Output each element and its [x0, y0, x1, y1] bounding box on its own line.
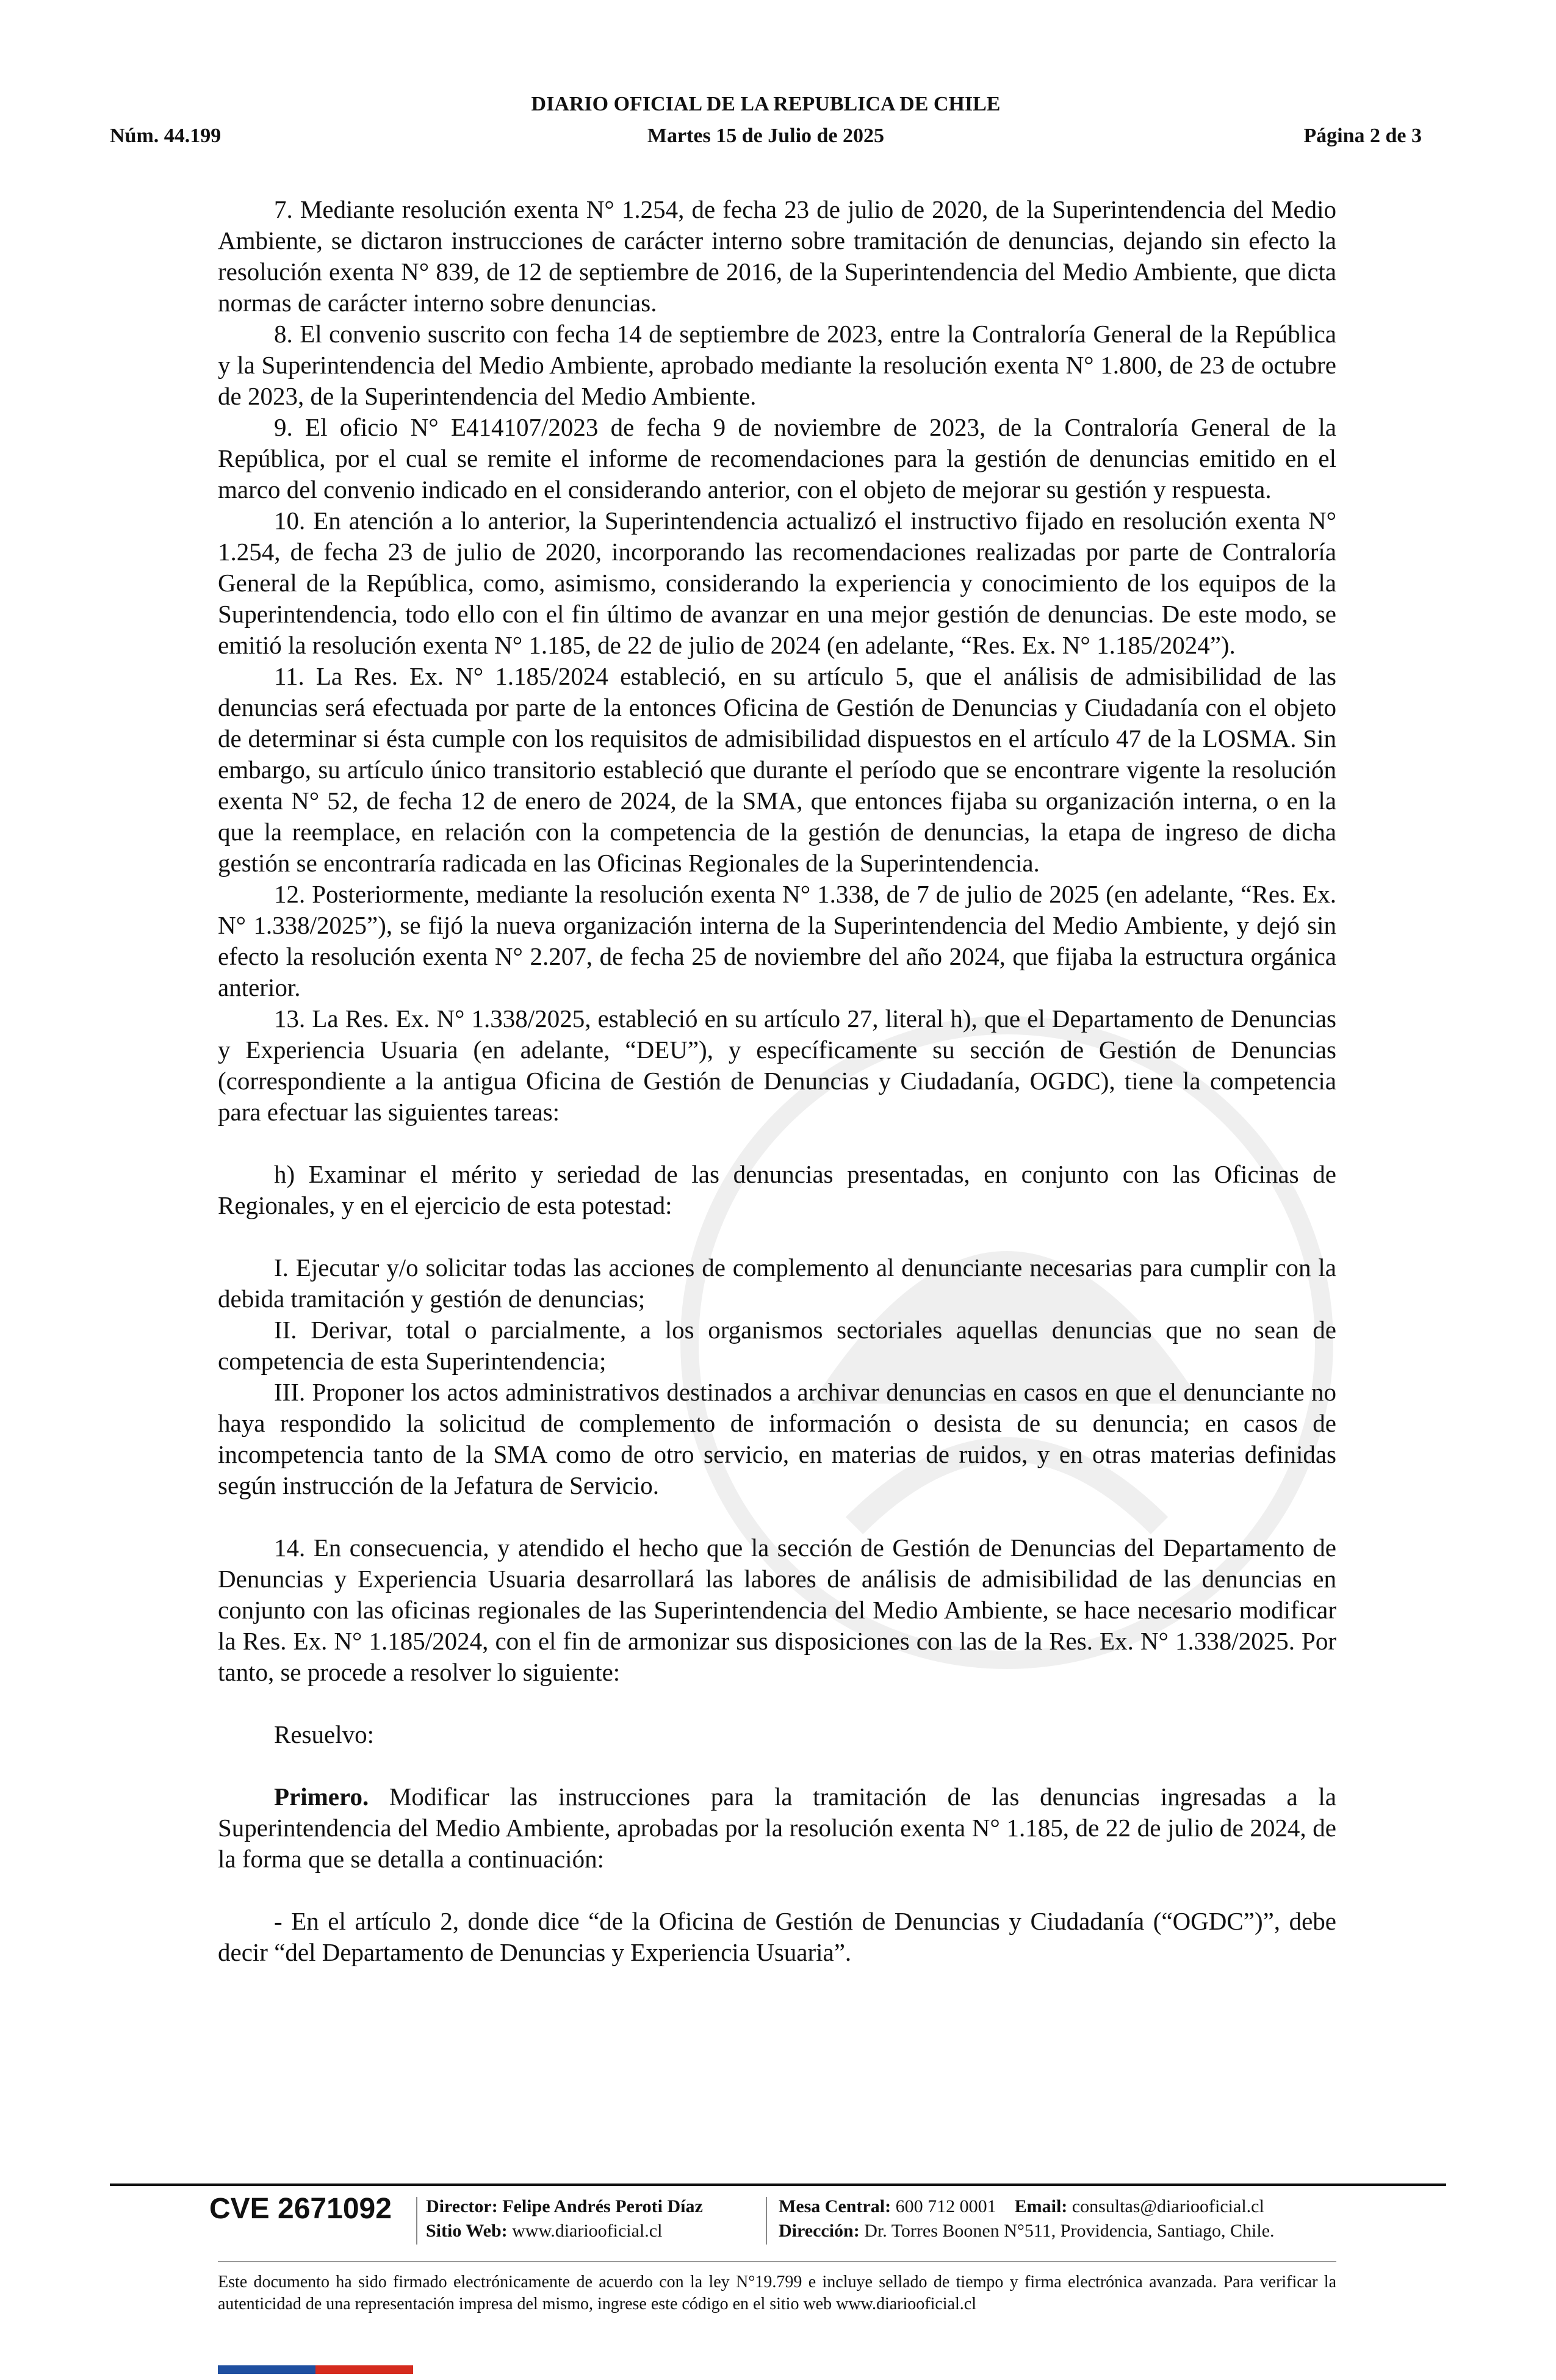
cve-code: CVE 2671092: [209, 2193, 392, 2225]
footer-director-block: [426, 2194, 703, 2243]
website-label: Sitio Web:: [426, 2221, 508, 2241]
sub-item-iii: III. Proponer los actos administrativos destinados a archivar denuncias en casos en que el denunciante no haya respondido la solicitud de complemento de información o desista de su denuncia; en casos de incompetencia tanto de la SMA como de otro servicio, en materias de ruidos, y en otras materias definidas según instrucción de la Jefatura de Servicio.: [218, 1378, 1336, 1499]
document-body: [218, 194, 1336, 1968]
paragraph-9: 9. El oficio N° E414107/2023 de fecha 9 de noviembre de 2023, de la Contraloría General de la República, por el cual se remite el informe de recomendaciones para la gestión de denuncias emitido en el marco del convenio indicado en el considerando anterior, con el objeto de mejorar su gestión y respuesta.: [218, 413, 1336, 503]
email-link[interactable]: consultas@diariooficial.cl: [1067, 2196, 1264, 2216]
paragraph-8: 8. El convenio suscrito con fecha 14 de septiembre de 2023, entre la Contraloría General de la República y la Superintendencia del Medio Ambiente, aprobado mediante la resolución exenta N° 1.800, de 23 de octubre de 2023, de la Superintendencia del Medio Ambiente.: [218, 320, 1336, 410]
paragraph-12: 12. Posteriormente, mediante la resolución exenta N° 1.338, de 7 de julio de 2025 (en adelante, “Res. Ex. N° 1.338/2025”), se fijó la nueva organización interna de la Superintendencia del Medio Ambiente, y dejó sin efecto la resolución exenta N° 2.207, de fecha 25 de noviembre del año 2024, que fijaba la estructura orgánica anterior.: [218, 880, 1336, 1001]
paragraph-14: 14. En consecuencia, y atendido el hecho que la sección de Gestión de Denuncias del Departamento de Denuncias y Experiencia Usuaria desarrollará las labores de análisis de admisibilidad de las denuncias en conjunto con las oficinas regionales de las Superintendencia del Medio Ambiente, se hace necesario modificar la Res. Ex. N° 1.185/2024, con el fin de armonizar sus disposiciones con las de la Res. Ex. N° 1.338/2025. Por tanto, se procede a resolver lo siguiente:: [218, 1534, 1336, 1686]
primero-text: Modificar las instrucciones para la tramitación de las denuncias ingresadas a la Superintendencia del Medio Ambiente, aprobadas por la resolución exenta N° 1.185, de 22 de julio de 2024, de la forma que se detalla a continuación:: [218, 1783, 1336, 1873]
paragraph-10: 10. En atención a lo anterior, la Superintendencia actualizó el instructivo fijado en resolución exenta N° 1.254, de fecha 23 de julio de 2020, incorporando las recomendaciones realizadas por parte de Contraloría General de la República, como, asimismo, considerando la experiencia y conocimiento de los equipos de la Superintendencia, todo ello con el fin último de avanzar en una mejor gestión de denuncias. De este modo, se emitió la resolución exenta N° 1.185, de 22 de julio de 2024 (en adelante, “Res. Ex. N° 1.185/2024”).: [218, 507, 1336, 659]
website-link[interactable]: www.diariooficial.cl: [507, 2221, 663, 2241]
footer-contact-block: [779, 2194, 1275, 2243]
primero-paragraph: [218, 1781, 1336, 1875]
article-2-change: - En el artículo 2, donde dice “de la Oficina de Gestión de Denuncias y Ciudadanía (“OGDC”)”, debe decir “del Departamento de Denuncias y Experiencia Usuaria”.: [218, 1907, 1336, 1966]
paragraph-11: 11. La Res. Ex. N° 1.185/2024 estableció, en su artículo 5, que el análisis de admisibilidad de las denuncias será efectuada por parte de la entonces Oficina de Gestión de Denuncias y Ciudadanía con el objeto de determinar si ésta cumple con los requisitos de admisibilidad dispuestos en el artículo 47 de la LOSMA. Sin embargo, su artículo único transitorio estableció que durante el período que se encontrare vigente la resolución exenta N° 52, de fecha 12 de enero de 2024, de la SMA, que entonces fijaba su organización interna, o en la que la reemplace, en relación con la competencia de la gestión de denuncias, la etapa de ingreso de dicha gestión se encontraría radicada en las Oficinas Regionales de la Superintendencia.: [218, 662, 1336, 877]
director-label: Director:: [426, 2196, 498, 2216]
resuelvo-heading: Resuelvo:: [274, 1720, 374, 1748]
address-label: Dirección:: [779, 2221, 860, 2241]
flag-stripe-red: [315, 2365, 413, 2374]
flag-stripe-blue: [218, 2365, 315, 2374]
mesa-central-phone: 600 712 0001: [891, 2196, 996, 2216]
primero-label: Primero.: [274, 1783, 369, 1811]
signature-notice: Este documento ha sido firmado electrónicamente de acuerdo con la ley N°19.799 e incluye sellado de tiempo y firma electrónica avanzada. Para verificar la autenticidad de una representación impresa del mismo, ingrese este código en el sitio web www.diariooficial.cl: [218, 2273, 1336, 2313]
issue-date: Martes 15 de Julio de 2025: [647, 124, 885, 147]
literal-h: h) Examinar el mérito y seriedad de las denuncias presentadas, en conjunto con las Oficinas de Regionales, y en el ejercicio de esta potestad:: [218, 1160, 1336, 1219]
mesa-central-label: Mesa Central:: [779, 2196, 891, 2216]
paragraph-7: 7. Mediante resolución exenta N° 1.254, de fecha 23 de julio de 2020, de la Superintendencia del Medio Ambiente, se dictaron instrucciones de carácter interno sobre tramitación de denuncias, dejando sin efecto la resolución exenta N° 839, de 12 de septiembre de 2016, de la Superintendencia del Medio Ambiente, que dicta normas de carácter interno sobre denuncias.: [218, 195, 1336, 317]
footer-thin-divider: [218, 2261, 1336, 2262]
paragraph-13: 13. La Res. Ex. N° 1.338/2025, estableció en su artículo 27, literal h), que el Departamento de Denuncias y Experiencia Usuaria (en adelante, “DEU”), y específicamente su sección de Gestión de Denuncias (correspondiente a la antigua Oficina de Gestión de Denuncias y Ciudadanía, OGDC), tiene la competencia para efectuar las siguientes tareas:: [218, 1004, 1336, 1126]
sub-item-i: I. Ejecutar y/o solicitar todas las acciones de complemento al denunciante necesarias para cumplir con la debida tramitación y gestión de denuncias;: [218, 1253, 1336, 1313]
address-value: Dr. Torres Boonen N°511, Providencia, Santiago, Chile.: [859, 2221, 1275, 2241]
footer-divider: [110, 2183, 1446, 2186]
director-name: Felipe Andrés Peroti Díaz: [497, 2196, 703, 2216]
email-label: Email:: [1014, 2196, 1068, 2216]
newspaper-title: DIARIO OFICIAL DE LA REPUBLICA DE CHILE: [531, 93, 1001, 115]
footer-separator: [766, 2197, 767, 2245]
issue-number: Núm. 44.199: [110, 124, 222, 147]
footer-separator: [416, 2197, 417, 2245]
page-indicator: Página 2 de 3: [1303, 124, 1422, 147]
sub-item-ii: II. Derivar, total o parcialmente, a los organismos sectoriales aquellas denuncias que no sean de competencia de esta Superintendencia;: [218, 1316, 1336, 1375]
page-header: [110, 93, 1422, 154]
